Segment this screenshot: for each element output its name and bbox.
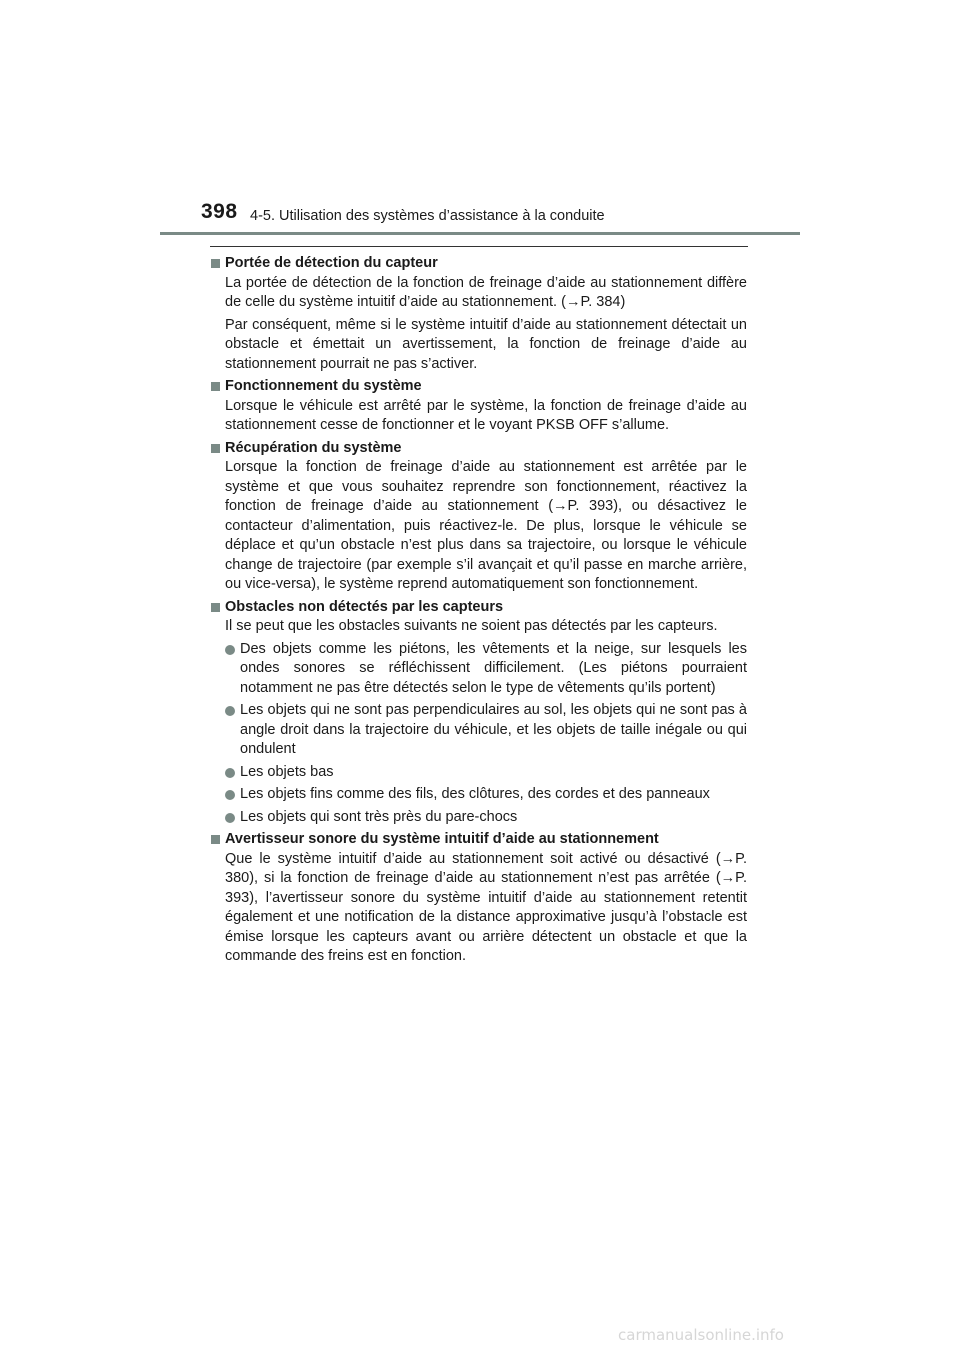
section-undetected-obstacles [210,598,747,828]
page-number: 398 [201,200,238,223]
chapter-title: 4-5. Utilisation des systèmes d’assistance à la conduite [250,208,605,224]
square-bullet-icon [211,382,220,391]
section-system-operation [210,377,747,436]
round-bullet-icon [225,706,235,716]
section-title-text: Obstacles non détectés par les capteurs [225,598,504,615]
paragraph: Il se peut que les obstacles suivants ne soient pas détectés par les capteurs. [225,618,718,634]
section-title [210,598,747,618]
section-title [210,377,747,397]
list-item-text: Les objets bas [240,763,334,780]
list-item-text: Les objets fins comme des fils, des clôtures, des cordes et des panneaux [240,786,710,802]
bullet-list [210,640,747,828]
section-sensor-range [210,254,747,374]
square-bullet-icon [211,603,220,612]
section-title-text: Avertisseur sonore du système intuitif d’aide au stationnement [225,831,659,847]
section-title [210,254,747,274]
section-title-text: Fonctionnement du système [225,378,422,394]
round-bullet-icon [225,790,235,800]
round-bullet-icon [225,645,235,655]
list-item [225,785,747,805]
paragraph: Lorsque le véhicule est arrêté par le système, la fonction de freinage d’aide au stationnement cesse de fonctionner et le voyant PKSB OFF s’allume. [225,397,747,433]
paragraph: La portée de détection de la fonction de freinage d’aide au stationnement diffère de celle du système intuitif d’aide au stationnement. (→P. 384) [225,274,747,310]
round-bullet-icon [225,813,235,823]
section-title [210,439,747,459]
paragraph: Que le système intuitif d’aide au stationnement soit activé ou désactivé (→P. 380), si la fonction de freinage d’aide au stationnement n’est pas arrêtée (→P. 393), l’avertisseur sonore du système intuitif d’aide au stationnement retentit également et une notification de la distance approximative jusqu’à l’obstacle est émise lorsque les capteurs avant ou arrière détectent un obstacle et que la commande des freins est en fonction. [225,850,747,964]
section-system-recovery [210,439,747,595]
list-item [225,763,747,783]
list-item-text: Les objets qui sont très près du pare-chocs [240,808,518,825]
list-item-text: Des objets comme les piétons, les vêtements et la neige, sur lesquels les ondes sonores se réfléchissent difficilement. (Les piétons pourraient notamment ne pas être détectés selon le type de vêtements qu’ils portent) [240,640,747,696]
list-item [225,640,747,699]
content-rule [210,246,748,247]
square-bullet-icon [211,259,220,268]
paragraph: Par conséquent, même si le système intuitif d’aide au stationnement détectait un obstacle et émettait un avertissement, la fonction de freinage d’aide au stationnement pourrait ne pas s’activer. [225,316,747,372]
section-buzzer [210,830,747,967]
list-item [225,808,747,828]
section-title [210,830,747,850]
square-bullet-icon [211,835,220,844]
section-title-text: Récupération du système [225,439,402,456]
page-content [210,254,747,970]
list-item [225,701,747,760]
list-item-text: Les objets qui ne sont pas perpendiculaires au sol, les objets qui ne sont pas à angle droit dans la trajectoire du véhicule, et les objets de taille inégale ou qui ondulent [240,702,747,757]
watermark: carmanualsonline.info [618,1326,784,1344]
paragraph: Lorsque la fonction de freinage d’aide au stationnement est arrêtée par le système et que vous souhaitez reprendre son fonctionnement, réactivez la fonction de freinage d’aide au stationnement (→P. 393), ou désactivez le contacteur d’alimentation, puis réactivez-le. De plus, lorsque le véhicule se déplace et qu’un obstacle n’est plus dans sa trajectoire, ou lorsque le véhicule change de trajectoire (par exemple s’il avançait et qu’il passe en marche arrière, ou vice-versa), le système reprend automatiquement son fonctionnement. [225,459,747,592]
header-rule [160,232,800,235]
round-bullet-icon [225,768,235,778]
section-title-text: Portée de détection du capteur [225,255,438,271]
square-bullet-icon [211,444,220,453]
